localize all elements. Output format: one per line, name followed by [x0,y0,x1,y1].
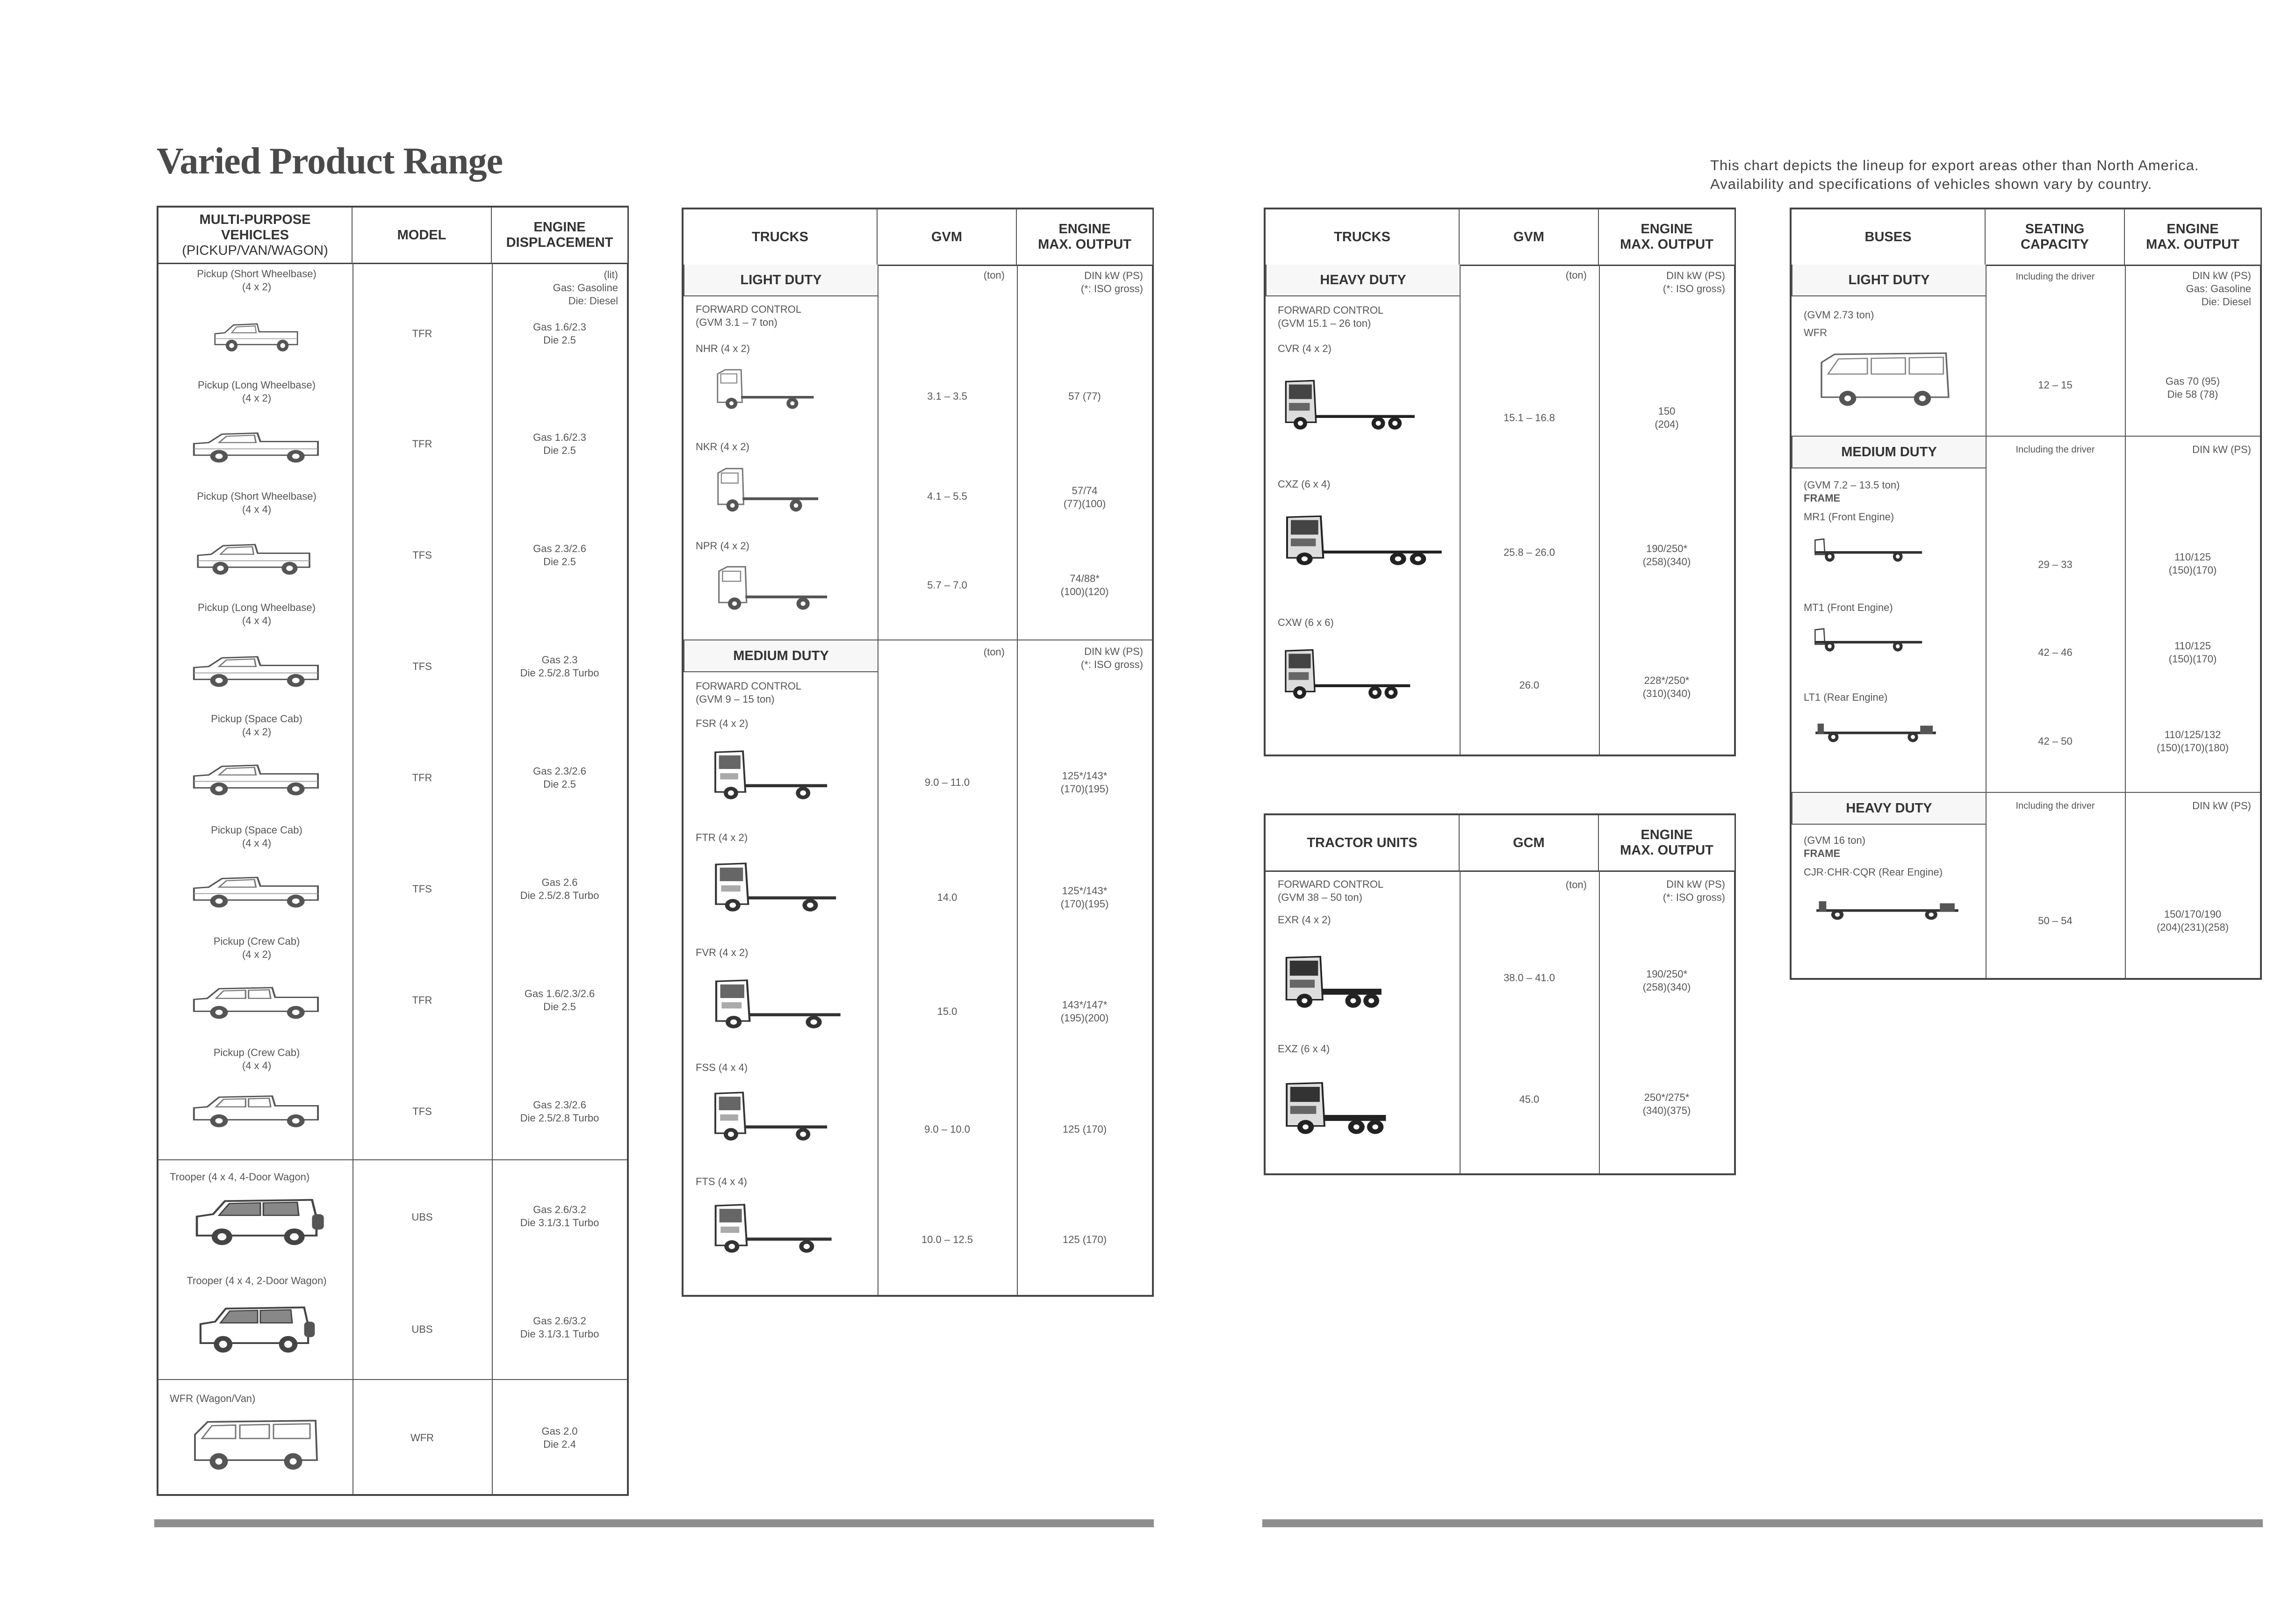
truck-row-output-1: 74/88* [1070,573,1100,584]
mpv-row-engine-2: Die 2.5 [543,334,576,346]
bus-row-name: LT1 (Rear Engine) [1804,691,1888,703]
tractor-row-output-2: (340)(375) [1642,1105,1691,1116]
mpv-row-engine-2: Die 2.5 [543,778,576,790]
tractor-row-gcm: 38.0 – 41.0 [1503,972,1555,984]
mpv-row-name: Pickup (Long Wheelbase) [198,602,316,613]
medium-duty-gvm-unit: (ton) [983,646,1005,658]
pickup-truck-icon [187,755,327,798]
bus-light-engine-1: Gas 70 (95) [2165,375,2220,387]
mpv-row-engine-2: Die 2.5 [543,445,576,456]
mpv-row-drive: (4 x 2) [242,281,272,293]
truck-row-output-1: 125 (170) [1062,1123,1107,1135]
tractor-row-output-2: (258)(340) [1642,981,1691,993]
mpv-row-drive: (4 x 2) [242,949,272,960]
mpv-row-divider-wfr [158,1379,627,1380]
truck-row-output-2: (258)(340) [1642,556,1691,568]
heavy-duty-output-unit [1599,269,1725,295]
trucks-light-medium-table [682,208,1154,1297]
tractor-header-divider [1266,870,1734,872]
pickup-truck-icon [210,314,303,353]
truck-row-name: NKR (4 x 2) [696,441,749,453]
truck-row-name: FTR (4 x 2) [696,832,748,843]
mpv-row-engine-2: Die 2.5/2.8 Turbo [520,890,599,901]
bus-heavy-name: CJR·CHR·CQR (Rear Engine) [1804,866,1943,878]
mpv-row-model: TFS [412,661,432,672]
bus-light-seats: 12 – 15 [2038,379,2073,391]
tractor-output-unit [1599,878,1725,904]
mpv-row-drive: (4 x 4) [242,1060,272,1071]
engine-header-line-1: ENGINE [1058,222,1111,237]
bus-chassis-icon [1810,534,1932,564]
buses-header-label: BUSES [1864,229,1912,244]
bus-row-seats: 42 – 46 [2038,647,2073,658]
four-wheel-drive-truck-icon [707,1088,833,1142]
truck-row-gvm: 15.0 [937,1006,957,1017]
truck-row-output-2: (195)(200) [1060,1012,1109,1024]
truck-row-output-1: 190/250* [1646,543,1688,554]
mpv-row-engine-1: Gas 1.6/2.3 [533,321,586,333]
truck-row-gvm: 9.0 – 11.0 [924,776,970,788]
bus-row-seats: 29 – 33 [2038,559,2073,570]
bus-light-output-unit-2: Gas: Gasoline [2186,283,2251,295]
tractor-output-unit-2: (*: ISO gross) [1663,891,1725,903]
mpv-row-name: Pickup (Short Wheelbase) [197,490,317,502]
mpv-header-vehicles [158,208,353,263]
mpv-row-name: Pickup (Long Wheelbase) [198,379,316,391]
bus-heavy-duty-section: HEAVY DUTY [1792,793,1987,825]
light-truck-icon [707,462,824,513]
mpv-row-engine-2: Die 2.5 [543,556,576,568]
truck-row-output-2: (77)(100) [1063,498,1106,510]
buses-table [1790,208,2262,980]
light-duty-section: LIGHT DUTY [684,265,878,296]
mpv-row-model: TFS [412,883,432,895]
tractor-row-gcm: 45.0 [1519,1093,1540,1105]
light-duty-output-unit-1: DIN kW (PS) [1084,270,1143,281]
engine-header-line-1: ENGINE [1641,222,1693,237]
gvm-header-label: GVM [1513,229,1545,244]
tractor-row-output-1: 250*/275* [1644,1092,1690,1103]
bus-chassis-rear-engine-icon [1810,714,1941,744]
mpv-row-engine-2: Die 2.5/2.8 Turbo [520,667,599,679]
gvm-header-label: GVM [931,229,963,244]
mpv-header-model [353,208,492,263]
medium-duty-sub-2: (GVM 9 – 15 ton) [696,693,775,705]
heavy-duty-sub-2: (GVM 15.1 – 26 ton) [1278,317,1371,329]
truck-row-output-2: (204) [1655,418,1679,430]
engine-header-line-2: MAX. OUTPUT [1620,237,1713,252]
truck-row-gvm: 4.1 – 5.5 [927,490,967,502]
gvm-header [878,209,1017,265]
medium-truck-icon [707,976,847,1029]
truck-row-gvm: 9.0 – 10.0 [924,1123,970,1135]
engine-header-line-2: MAX. OUTPUT [1038,237,1131,252]
bus-light-sub: (GVM 2.73 ton) [1804,309,1874,321]
tractor-unit-icon [1280,1080,1392,1136]
truck-row-output-1: 143*/147* [1062,999,1108,1011]
mpv-header-line-1: MULTI-PURPOSE [199,212,311,227]
light-duty-output-unit-2: (*: ISO gross) [1080,283,1143,295]
bottom-rule-left [154,1519,1154,1527]
truck-row-output-1: 125*/143* [1062,770,1108,782]
mpv-table [157,206,629,1496]
heavy-duty-section: HEAVY DUTY [1266,265,1461,296]
bus-row-output-2: (150)(170)(180) [2156,742,2229,754]
truck-row-name: CXW (6 x 6) [1278,617,1334,628]
bus-light-output-unit-1: DIN kW (PS) [2192,270,2251,281]
mpv-row-engine-2: Die 2.5/2.8 Turbo [520,1112,599,1124]
mpv-row-engine-1: Gas 2.6 [541,877,578,888]
buses-header [1792,209,1986,265]
pickup-truck-icon [187,423,327,465]
mpv-header-divider [158,263,627,264]
trooper-4door-engine-1: Gas 2.6/3.2 [533,1204,586,1215]
mpv-row-drive: (4 x 4) [242,615,272,626]
mpv-row-name: Pickup (Short Wheelbase) [197,268,317,280]
mpv-row-engine-1: Gas 1.6/2.3/2.6 [524,988,595,999]
mpv-header-engine [492,208,627,263]
pickup-truck-icon [187,646,327,689]
tractor-col-divider-1 [1460,870,1461,1173]
mpv-row-engine-1: Gas 1.6/2.3 [533,431,586,443]
truck-row-name: CVR (4 x 2) [1278,343,1332,354]
heavy-truck-icon [1280,513,1448,567]
mpv-unit-note [492,268,618,308]
medium-truck-icon [707,859,842,913]
tractor-header-label: TRACTOR UNITS [1307,835,1418,850]
suv-wagon-icon [191,1301,317,1354]
bus-heavy-output-unit: DIN kW (PS) [2192,800,2251,812]
bus-chassis-icon [1810,624,1932,654]
mpv-row-engine-2: Die 2.5 [543,1001,576,1013]
tractor-unit-icon [1280,954,1387,1010]
trooper-2door-model: UBS [411,1323,433,1335]
medium-truck-icon [707,747,833,800]
mpv-row-engine-1: Gas 2.3/2.6 [533,765,586,777]
mpv-row-drive: (4 x 2) [242,392,272,404]
mpv-header-model-label: MODEL [397,227,446,243]
page-title: Varied Product Range [157,141,503,182]
light-duty-sub-1: FORWARD CONTROL [696,303,802,315]
tractor-sub-1: FORWARD CONTROL [1278,878,1384,890]
mpv-row-engine-1: Gas 2.3/2.6 [533,1099,586,1111]
medium-duty-output-unit [1017,645,1143,671]
truck-row-gvm: 25.8 – 26.0 [1503,546,1555,558]
engine-output-header [1017,209,1152,265]
pickup-truck-icon [191,534,317,577]
truck-row-name: FSS (4 x 4) [696,1062,748,1073]
heavy-truck-icon [1280,647,1415,700]
mpv-row-model: TFS [412,1106,432,1117]
truck-row-output-1: 150 [1658,405,1676,417]
bus-row-name: MT1 (Front Engine) [1804,602,1893,613]
bus-heavy-engine-2: (204)(231)(258) [2156,921,2229,933]
tractor-row-name: EXZ (6 x 4) [1278,1043,1330,1055]
heavy-duty-gvm-unit: (ton) [1565,269,1587,281]
bus-heavy-sub-2: FRAME [1804,848,1841,859]
bus-heavy-seat-note: Including the driver [2015,801,2095,811]
suv-wagon-icon [187,1194,327,1246]
light-duty-output-unit [1017,269,1143,295]
seating-capacity-header [1986,209,2125,265]
note-line-1: This chart depicts the lineup for export areas other than North America. [1710,157,2199,173]
light-duty-sub-2: (GVM 3.1 – 7 ton) [696,316,777,328]
mpv-row-name: Pickup (Crew Cab) [213,935,300,947]
mpv-row-engine-1: Gas 2.3/2.6 [533,543,586,554]
bus-row-seats: 42 – 50 [2038,735,2073,747]
truck-row-gvm: 26.0 [1519,679,1540,691]
mpv-row-model: TFS [412,549,432,561]
bus-light-engine-2: Die 58 (78) [2167,388,2218,400]
trucks-header [684,209,878,265]
four-wheel-drive-truck-icon [707,1200,838,1254]
heavy-duty-output-unit-1: DIN kW (PS) [1666,270,1725,281]
truck-row-name: FSR (4 x 2) [696,718,749,729]
note-line-2: Availability and specifications of vehicles shown vary by country. [1710,176,2152,192]
medium-duty-output-unit-1: DIN kW (PS) [1084,646,1143,657]
light-truck-icon [707,364,819,410]
bus-light-output-unit-3: Die: Diesel [2201,296,2251,308]
truck-row-name: FVR (4 x 2) [696,947,749,958]
truck-row-output-2: (170)(195) [1060,898,1109,910]
mpv-header-engine-line-2: DISPLACEMENT [506,235,613,250]
light-truck-icon [707,560,833,611]
trucks-header [1266,209,1460,265]
bus-row-output-1: 110/125 [2174,640,2211,652]
wfr-model: WFR [410,1432,434,1444]
truck-row-output-1: 57/74 [1072,485,1098,496]
pickup-truck-icon [187,867,327,910]
bus-medium-duty-section: MEDIUM DUTY [1792,437,1987,468]
truck-row-output-1: 125*/143* [1062,885,1108,897]
bus-light-seat-note: Including the driver [2015,272,2095,282]
mpv-header-engine-line-1: ENGINE [533,220,586,235]
truck-row-name: NHR (4 x 2) [696,343,750,354]
engine-header-line-2: MAX. OUTPUT [2146,237,2239,252]
bus-row-output-1: 110/125/132 [2164,729,2221,740]
bus-row-output-2: (150)(170) [2168,653,2217,665]
bus-chassis-rear-engine-icon [1810,892,1965,922]
truck-row-output-1: 228*/250* [1644,675,1690,686]
trooper-4door-engine-2: Die 3.1/3.1 Turbo [520,1217,599,1229]
trooper-2door-engine-2: Die 3.1/3.1 Turbo [520,1328,599,1340]
engine-output-header [1599,209,1735,265]
engine-output-header [1599,815,1735,870]
trooper-4door-name: Trooper (4 x 4, 4-Door Wagon) [170,1171,310,1183]
mpv-row-model: TFR [412,328,432,339]
heavy-truck-icon [1280,378,1420,431]
crew-cab-pickup-icon [187,1086,327,1129]
buses-col-divider-1 [1986,265,1987,978]
bus-heavy-seats: 50 – 54 [2038,915,2073,927]
truck-row-gvm: 14.0 [937,891,957,903]
engine-output-header [2125,209,2260,265]
truck-row-name: FTS (4 x 4) [696,1176,748,1187]
wfr-engine-1: Gas 2.0 [541,1425,578,1437]
bus-medium-sub-1: (GVM 7.2 – 13.5 ton) [1804,479,1900,491]
mpv-row-drive: (4 x 4) [242,503,272,515]
tractor-sub-2: (GVM 38 – 50 ton) [1278,891,1362,903]
mpv-row-name: Pickup (Crew Cab) [213,1047,300,1058]
mpv-row-drive: (4 x 4) [242,837,272,849]
mpv-header-line-2: VEHICLES [221,227,289,243]
medium-duty-sub-1: FORWARD CONTROL [696,680,802,692]
minibus-icon [1815,350,1955,408]
tractor-gcm-unit: (ton) [1565,879,1587,891]
bus-light-output-unit [2125,269,2251,309]
mpv-header-line-3: (PICKUP/VAN/WAGON) [182,243,328,258]
bus-heavy-sub-1: (GVM 16 ton) [1804,834,1866,846]
bus-heavy-engine-1: 150/170/190 [2164,908,2222,920]
medium-duty-output-unit-2: (*: ISO gross) [1080,659,1143,670]
bus-row-output-1: 110/125 [2174,551,2211,563]
gcm-header-label: GCM [1513,835,1545,850]
van-icon [187,1416,327,1472]
tractor-row-output-1: 190/250* [1646,968,1688,980]
engine-header-line-2: MAX. OUTPUT [1620,843,1713,858]
truck-row-gvm: 3.1 – 3.5 [927,390,967,402]
tractor-output-unit-1: DIN kW (PS) [1666,878,1725,890]
mpv-row-drive: (4 x 2) [242,726,272,738]
tractor-row-name: EXR (4 x 2) [1278,914,1331,926]
trooper-2door-engine-1: Gas 2.6/3.2 [533,1315,586,1327]
gcm-header [1460,815,1599,870]
bus-medium-sub-2: FRAME [1804,492,1841,504]
tractor-units-header [1266,815,1460,870]
bus-row-output-2: (150)(170) [2168,564,2217,576]
truck-row-name: NPR (4 x 2) [696,540,749,552]
bus-row-name: MR1 (Front Engine) [1804,511,1894,523]
truck-row-gvm: 5.7 – 7.0 [927,579,967,591]
mpv-row-model: TFR [412,772,432,783]
truck-row-output-2: (310)(340) [1642,688,1691,699]
bus-light-name: WFR [1804,327,1828,338]
wfr-name: WFR (Wagon/Van) [170,1393,256,1404]
tractor-units-table [1264,813,1736,1175]
mpv-unit-line-3: Die: Diesel [568,295,618,307]
buses-col-divider-2 [2125,265,2126,978]
heavy-duty-sub-1: FORWARD CONTROL [1278,304,1384,316]
mpv-row-name: Pickup (Space Cab) [211,713,302,725]
trucks-header-label: TRUCKS [1334,229,1390,244]
mpv-row-name: Pickup (Space Cab) [211,824,302,836]
mpv-row-engine-1: Gas 2.3 [541,654,578,666]
crew-cab-pickup-icon [187,978,327,1021]
truck-row-output-1: 125 (170) [1062,1234,1107,1245]
engine-header-line-1: ENGINE [1641,827,1693,842]
truck-row-output-2: (170)(195) [1060,783,1109,795]
gvm-header [1460,209,1599,265]
seating-header-line-2: CAPACITY [2020,237,2089,252]
availability-note [1710,156,2199,194]
mpv-row-model: TFR [412,994,432,1006]
wfr-engine-2: Die 2.4 [543,1438,576,1450]
seating-header-line-1: SEATING [2025,222,2085,237]
bottom-rule-right [1262,1519,2263,1527]
mpv-row-divider-trooper [158,1159,627,1160]
bus-light-duty-section: LIGHT DUTY [1792,265,1987,296]
mpv-unit-line-1: (lit) [604,269,618,280]
medium-duty-section: MEDIUM DUTY [684,640,878,672]
trooper-4door-model: UBS [411,1211,433,1223]
mpv-unit-line-2: Gas: Gasoline [553,282,618,294]
truck-row-name: CXZ (6 x 4) [1278,478,1331,490]
truck-row-output-2: (100)(120) [1060,586,1109,597]
trucks-header-label: TRUCKS [752,229,808,244]
trooper-2door-name: Trooper (4 x 4, 2-Door Wagon) [187,1275,327,1286]
bus-medium-output-unit: DIN kW (PS) [2192,444,2251,455]
heavy-duty-output-unit-2: (*: ISO gross) [1663,283,1725,295]
trucks-heavy-table [1264,208,1736,756]
truck-row-gvm: 10.0 – 12.5 [921,1234,973,1245]
engine-header-line-1: ENGINE [2166,222,2219,237]
bus-medium-seat-note: Including the driver [2015,445,2095,455]
tractor-col-divider-2 [1599,870,1600,1173]
mpv-row-model: TFR [412,438,432,450]
truck-row-gvm: 15.1 – 16.8 [1503,412,1555,424]
light-duty-gvm-unit: (ton) [983,269,1005,281]
truck-row-output-1: 57 (77) [1068,390,1101,402]
